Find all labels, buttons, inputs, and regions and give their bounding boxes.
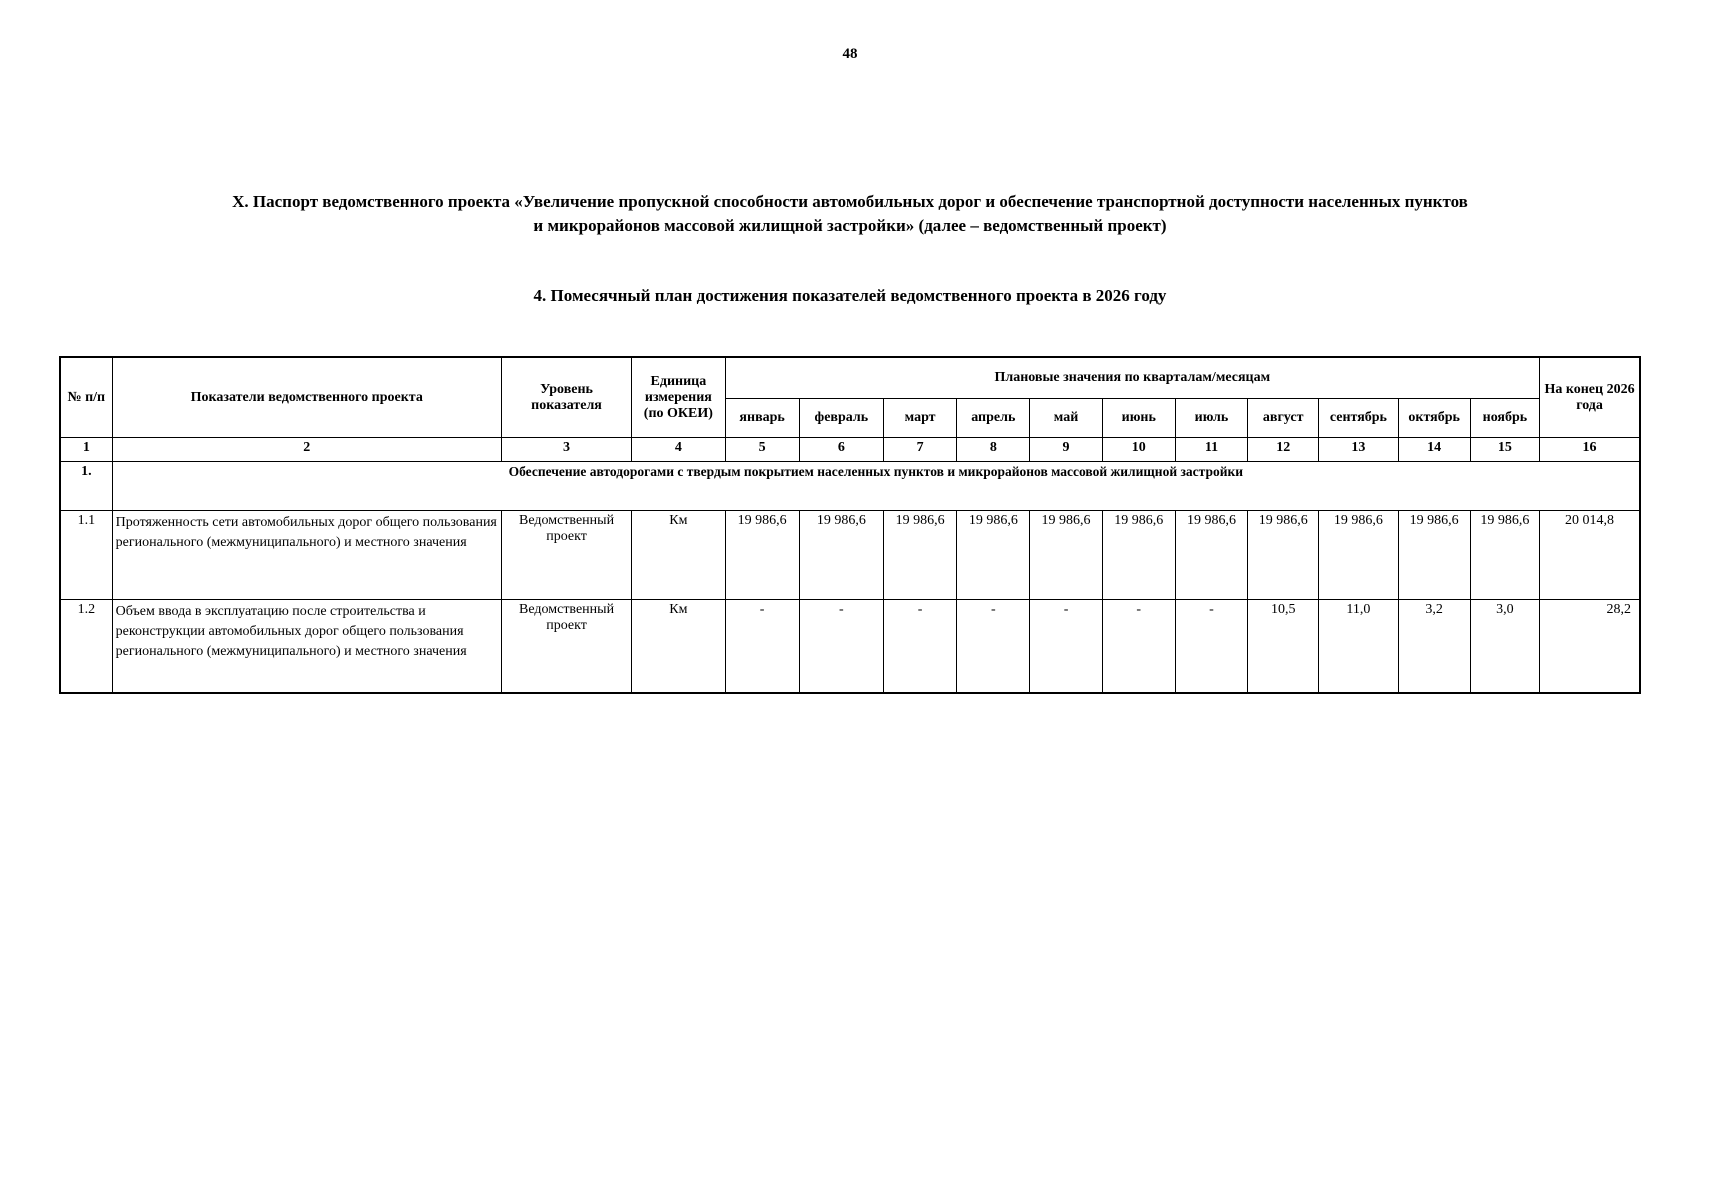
header-indicator: Показатели ведомственного проекта — [112, 357, 501, 438]
row-value: 19 986,6 — [1319, 511, 1398, 600]
row-value: 19 986,6 — [883, 511, 956, 600]
month-header: июнь — [1102, 399, 1175, 438]
row-indicator: Объем ввода в эксплуатацию после строительства и реконструкции автомобильных дорог общего пользования регионального (межмуниципального) и местного значения — [112, 600, 501, 694]
column-number: 9 — [1030, 438, 1102, 462]
column-number: 3 — [501, 438, 631, 462]
header-end: На конец 2026 года — [1540, 357, 1640, 438]
month-header: октябрь — [1398, 399, 1470, 438]
row-value: - — [957, 600, 1030, 694]
row-value: 19 986,6 — [799, 511, 883, 600]
column-number: 1 — [60, 438, 112, 462]
row-value: 10,5 — [1248, 600, 1319, 694]
row-value: 19 986,6 — [1030, 511, 1102, 600]
row-num: 1.1 — [60, 511, 112, 600]
column-number: 2 — [112, 438, 501, 462]
page-number: 48 — [842, 46, 858, 62]
month-header: сентябрь — [1319, 399, 1398, 438]
document-title — [90, 190, 1610, 238]
month-header: август — [1248, 399, 1319, 438]
column-number: 6 — [799, 438, 883, 462]
row-value: - — [725, 600, 799, 694]
row-value: 19 986,6 — [1248, 511, 1319, 600]
row-level: Ведомственный проект — [501, 600, 631, 694]
row-value: - — [1175, 600, 1247, 694]
row-unit: Км — [632, 600, 725, 694]
month-header: июль — [1175, 399, 1247, 438]
row-indicator: Протяженность сети автомобильных дорог общего пользования регионального (межмуниципального) и местного значения — [112, 511, 501, 600]
row-end-value: 20 014,8 — [1540, 511, 1640, 600]
row-value: - — [799, 600, 883, 694]
row-value: - — [1102, 600, 1175, 694]
header-level: Уровень показателя — [501, 357, 631, 438]
column-number: 12 — [1248, 438, 1319, 462]
group-row — [60, 462, 1640, 511]
month-header: март — [883, 399, 956, 438]
row-value: 3,0 — [1470, 600, 1539, 694]
row-value: - — [1030, 600, 1102, 694]
header-num: № п/п — [60, 357, 112, 438]
group-title: Обеспечение автодорогами с твердым покрытием населенных пунктов и микрорайонов массовой жилищной застройки — [112, 462, 1640, 511]
column-number: 15 — [1470, 438, 1539, 462]
column-number: 16 — [1540, 438, 1640, 462]
month-header: февраль — [799, 399, 883, 438]
column-number-row — [60, 438, 1640, 462]
month-header: ноябрь — [1470, 399, 1539, 438]
row-end-value: 28,2 — [1540, 600, 1640, 694]
row-unit: Км — [632, 511, 725, 600]
section-title: 4. Помесячный план достижения показателей ведомственного проекта в 2026 году — [533, 286, 1167, 305]
monthly-plan-table — [59, 356, 1641, 694]
row-value: 19 986,6 — [1470, 511, 1539, 600]
column-number: 4 — [632, 438, 725, 462]
column-number: 10 — [1102, 438, 1175, 462]
document-title-line-1: X. Паспорт ведомственного проекта «Увеличение пропускной способности автомобильных дорог и обеспечение транспортной доступности населенных пунктов — [232, 192, 1468, 211]
row-level: Ведомственный проект — [501, 511, 631, 600]
row-value: 19 986,6 — [725, 511, 799, 600]
column-number: 11 — [1175, 438, 1247, 462]
row-value: - — [883, 600, 956, 694]
header-row — [60, 357, 1640, 399]
row-value: 19 986,6 — [1175, 511, 1247, 600]
header-unit: Единица измерения (по ОКЕИ) — [632, 357, 725, 438]
row-value: 19 986,6 — [1102, 511, 1175, 600]
group-num: 1. — [60, 462, 112, 511]
column-number: 5 — [725, 438, 799, 462]
row-value: 11,0 — [1319, 600, 1398, 694]
row-value: 19 986,6 — [957, 511, 1030, 600]
column-number: 13 — [1319, 438, 1398, 462]
column-number: 14 — [1398, 438, 1470, 462]
row-value: 19 986,6 — [1398, 511, 1470, 600]
row-value: 3,2 — [1398, 600, 1470, 694]
document-title-line-2: и микрорайонов массовой жилищной застройки» (далее – ведомственный проект) — [533, 216, 1167, 235]
table-row — [60, 600, 1640, 694]
table-row — [60, 511, 1640, 600]
column-number: 8 — [957, 438, 1030, 462]
month-header: май — [1030, 399, 1102, 438]
column-number: 7 — [883, 438, 956, 462]
month-header: апрель — [957, 399, 1030, 438]
header-plan: Плановые значения по кварталам/месяцам — [725, 357, 1540, 399]
row-num: 1.2 — [60, 600, 112, 694]
month-header: январь — [725, 399, 799, 438]
